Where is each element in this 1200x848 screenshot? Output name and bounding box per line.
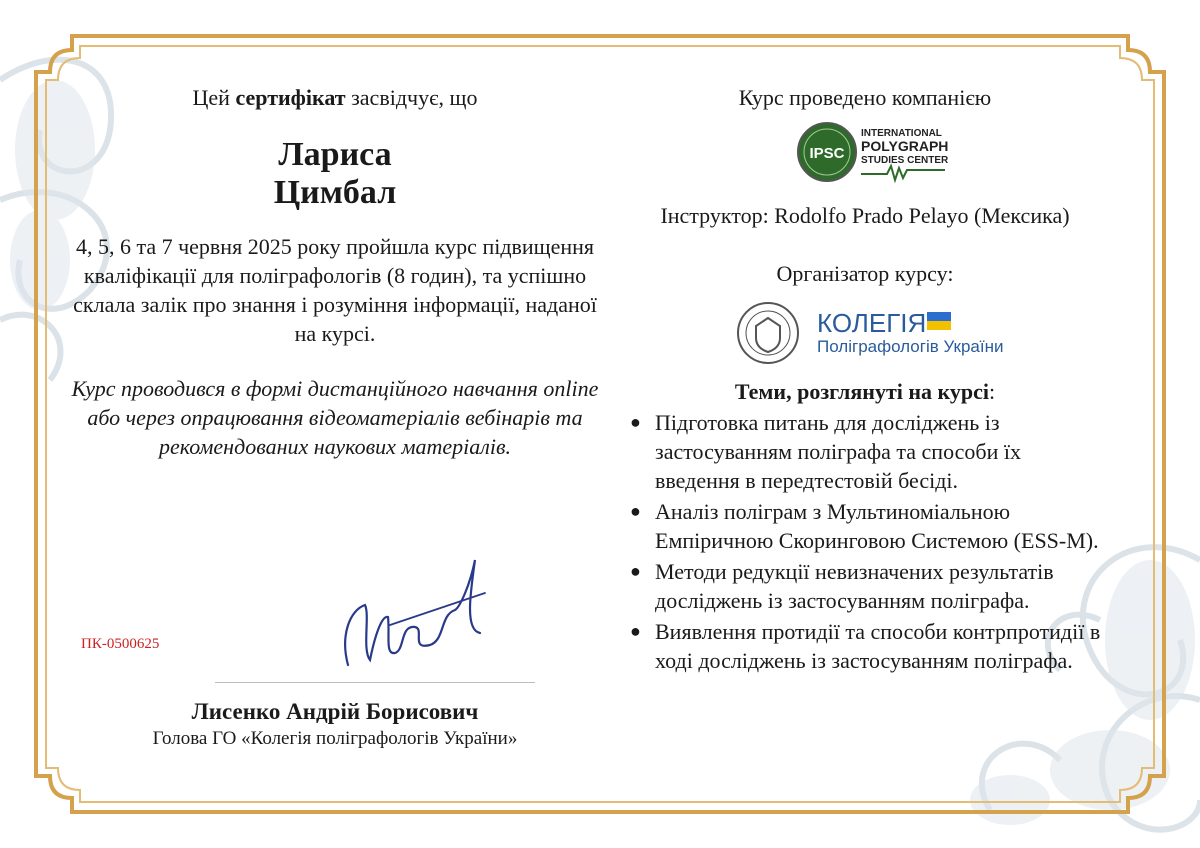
certificate-serial: ПК-0500625: [81, 636, 160, 652]
signer-name: Лисенко Андрій Борисович: [191, 699, 479, 724]
bullet-icon: ●: [630, 412, 641, 432]
kolegia-logo: [735, 300, 1025, 366]
topics-section: [620, 378, 1110, 675]
certificate-intro: Цей сертифікат засвідчує, що: [192, 85, 478, 110]
signer-role: Голова ГО «Колегія поліграфологів України»: [152, 728, 518, 749]
bullet-icon: ●: [630, 621, 641, 641]
bullet-icon: ●: [630, 501, 641, 521]
recipient-name: [70, 136, 600, 212]
topics-list: [620, 408, 1110, 675]
recipient-first-name: Лариса: [278, 136, 392, 173]
conducted-by-label: Курс проведено компанією: [738, 85, 992, 110]
organizer-label: Організатор курсу:: [776, 261, 954, 286]
svg-text:POLYGRAPH: POLYGRAPH: [861, 138, 949, 154]
topics-title: Теми, розглянуті на курсі:: [734, 379, 996, 404]
signature-image: [270, 555, 490, 675]
svg-text:КОЛЕГІЯ: КОЛЕГІЯ: [817, 308, 927, 338]
recipient-last-name: Цимбал: [273, 174, 397, 211]
ipsc-logo: [795, 120, 950, 184]
svg-text:INTERNATIONAL: INTERNATIONAL: [861, 128, 942, 139]
list-item: ● Виявлення протидії та способи контрпротидії в ході досліджень із застосуванням поліграфа.: [630, 619, 1101, 673]
signature-area: [70, 555, 600, 685]
svg-text:Поліграфологів України: Поліграфологів України: [817, 337, 1004, 356]
course-mode-text: Курс проводився в формі дистанційного навчання online або через опрацювання відеоматеріалів вебінарів та рекомендованих наукових матеріалів.: [71, 376, 599, 459]
list-item: ● Підготовка питань для досліджень із застосуванням поліграфа та способи їх введення в передтестовій бесіді.: [630, 410, 1021, 493]
signature-line: [215, 682, 535, 683]
left-column: [70, 84, 600, 461]
completion-text: 4, 5, 6 та 7 червня 2025 року пройшла курс підвищення кваліфікації для поліграфологів (8 годин), та успішно склала залік про знання і розуміння інформації, наданої на курсі.: [73, 234, 597, 346]
bullet-icon: ●: [630, 561, 641, 581]
right-column: [620, 84, 1110, 673]
certificate-word: сертифікат: [235, 85, 346, 110]
list-item: ● Методи редукції невизначених результатів досліджень із застосуванням поліграфа.: [630, 559, 1054, 613]
svg-text:IPSC: IPSC: [809, 145, 845, 162]
svg-text:STUDIES CENTER: STUDIES CENTER: [861, 155, 949, 166]
instructor-line: Інструктор: Rodolfo Prado Pelayo (Мексика): [660, 203, 1070, 228]
list-item: ● Аналіз поліграм з Мультиноміальною Емпіричною Скоринговою Системою (ESS-M).: [630, 499, 1099, 553]
signer-block: [70, 698, 600, 752]
